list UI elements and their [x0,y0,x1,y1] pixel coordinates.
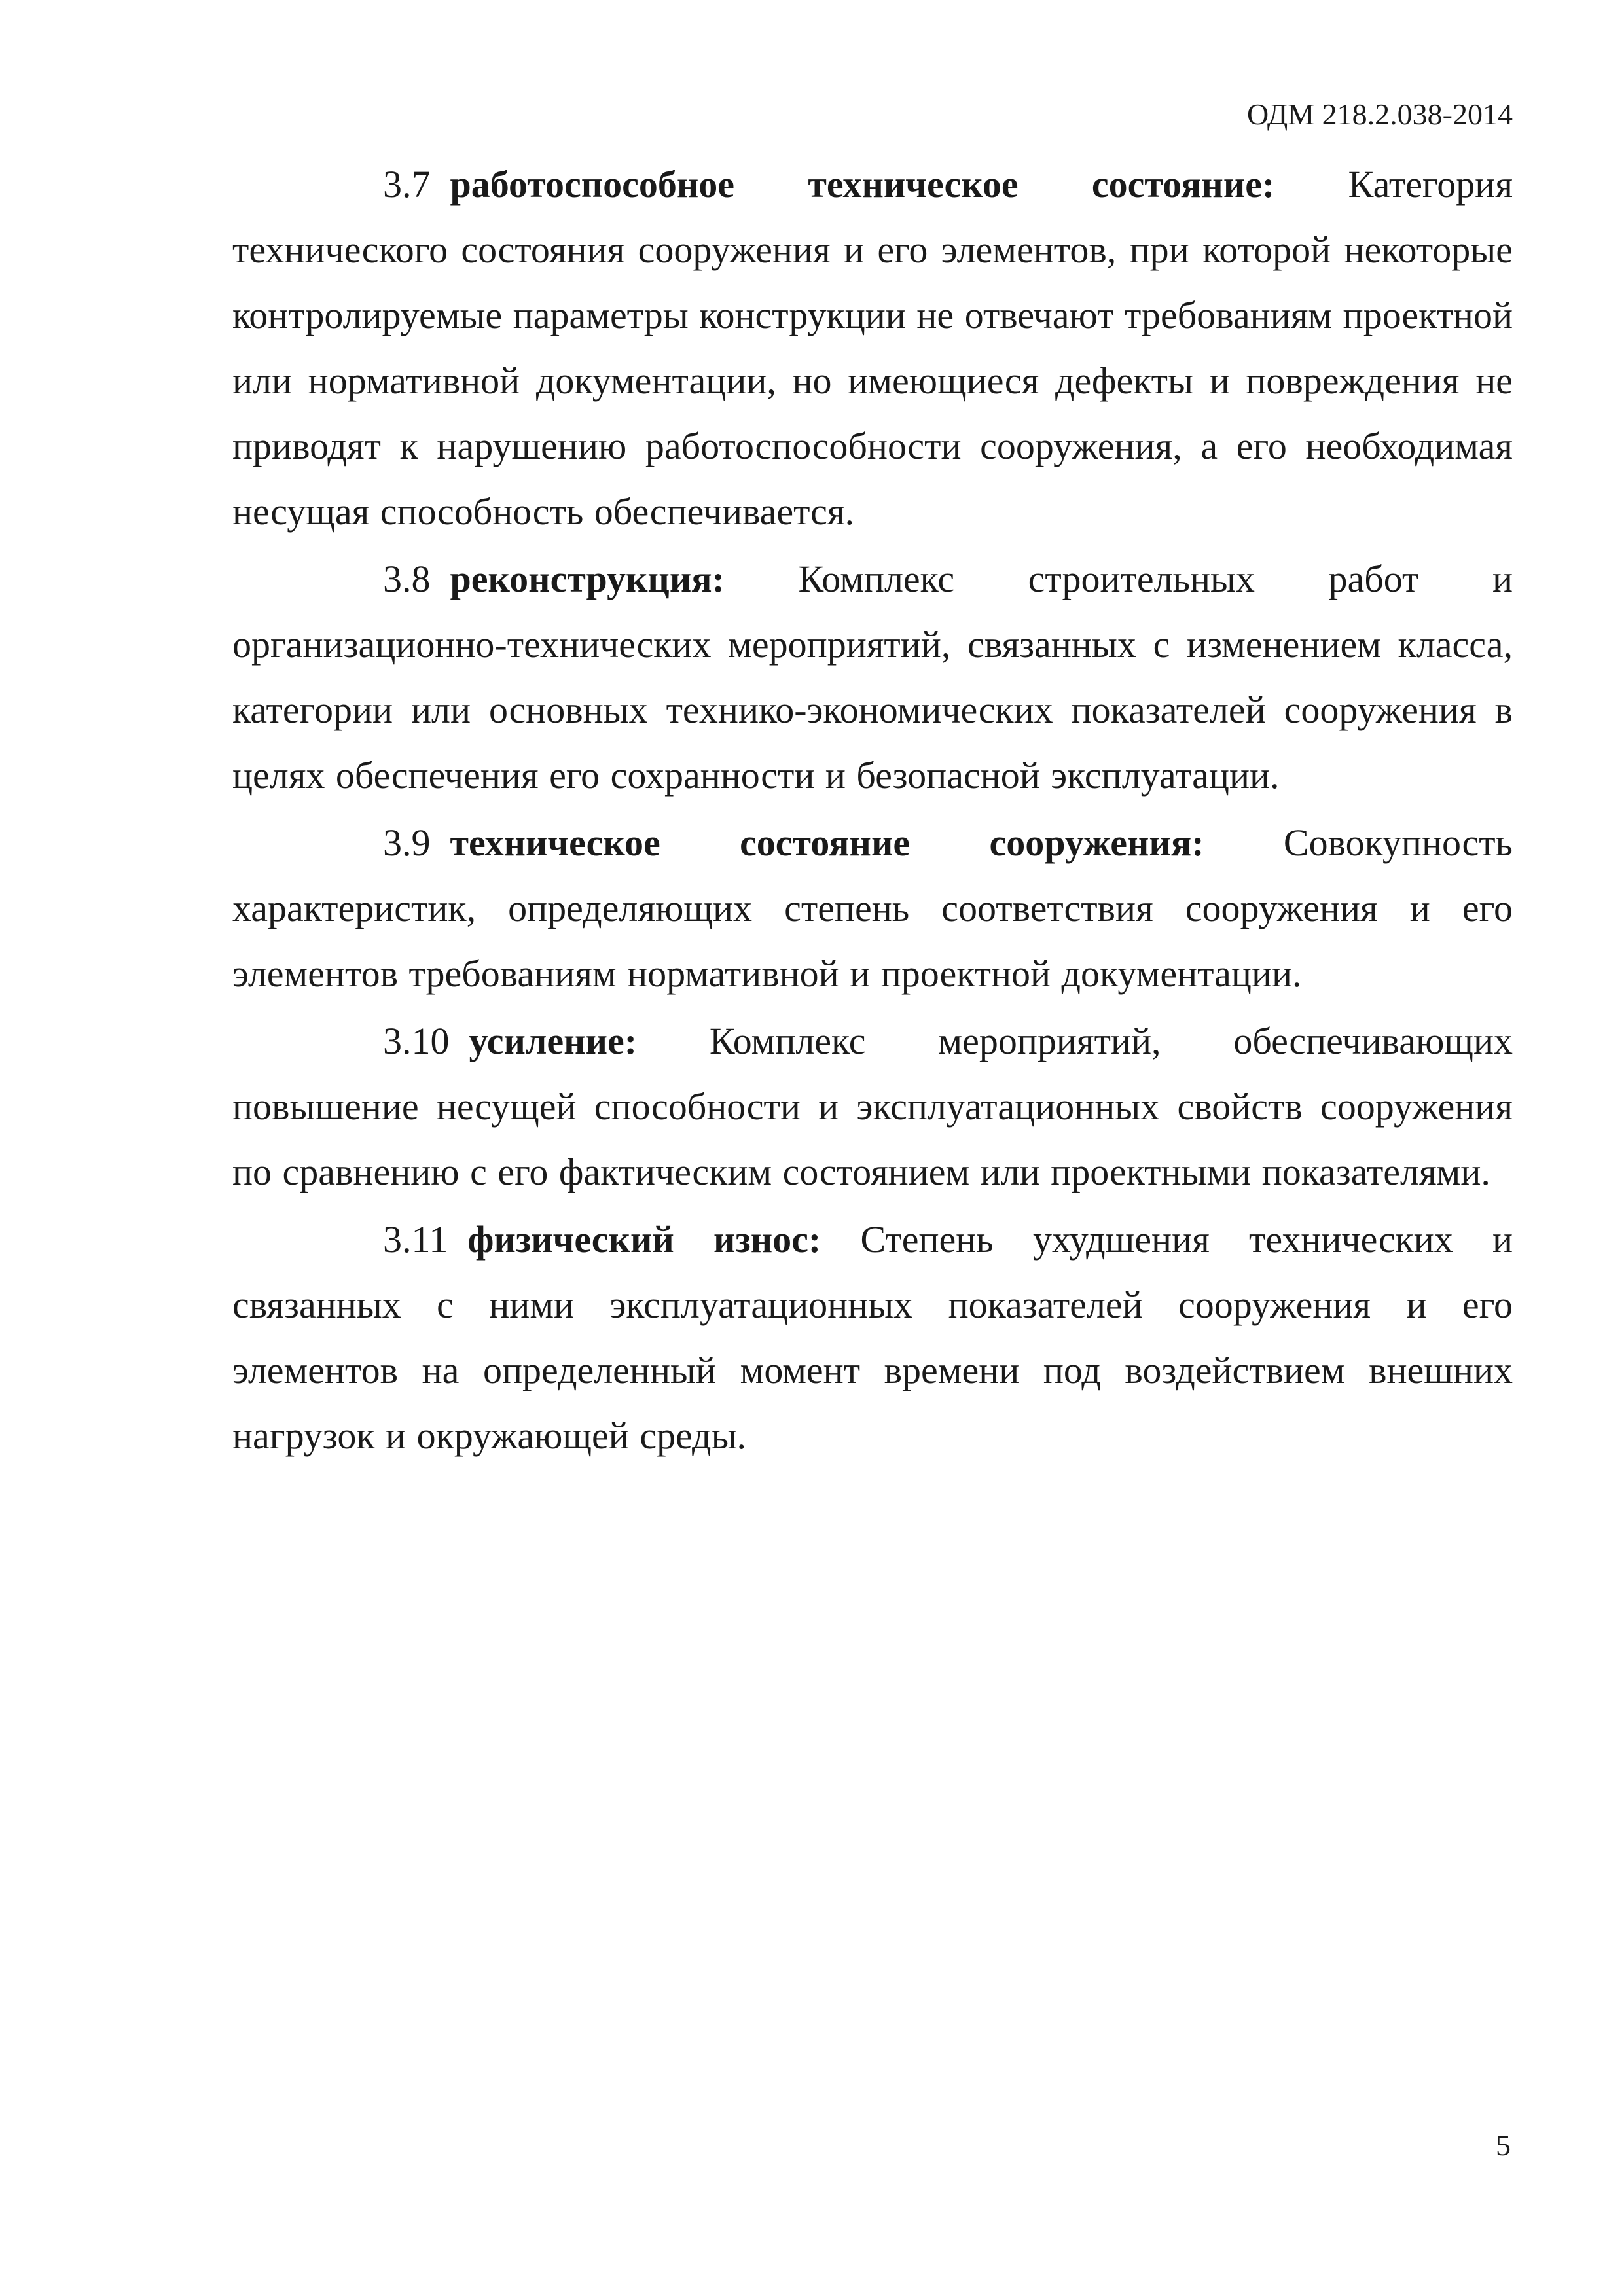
definition-term: физический износ: [467,1218,821,1261]
definition-text: Степень ухудшения технических и связанных с ними эксплуатационных показателей сооружения и его элементов на определенный момент времени под воздействием внешних нагрузок и окружающей среды. [232,1218,1513,1457]
definition-term: реконструкция: [450,558,725,600]
definition-3-7 [232,152,1513,545]
definition-number: 3.11 [383,1218,448,1261]
definition-term: техническое состояние сооружения: [450,821,1204,864]
definition-text: Комплекс строительных работ и организационно-технических мероприятий, связанных с изменением класса, категории или основных технико-экономических показателей сооружения в целях обеспечения его сохранности и безопасной эксплуатации. [232,558,1513,797]
definition-term: работоспособное техническое состояние: [450,163,1275,206]
definition-term: усиление: [469,1020,638,1062]
definition-3-11 [232,1207,1513,1469]
definition-text: Совокупность характеристик, определяющих степень соответствия сооружения и его элементов требованиям нормативной и проектной документации. [232,821,1513,995]
definitions-list [232,152,1513,1471]
definition-number: 3.8 [383,558,431,600]
definition-number: 3.9 [383,821,431,864]
definition-3-8 [232,547,1513,808]
document-code: ОДМ 218.2.038-2014 [1246,98,1513,131]
definition-number: 3.7 [383,163,431,206]
definition-text: Категория технического состояния сооружения и его элементов, при которой некоторые контролируемые параметры конструкции не отвечают требованиям проектной или нормативной документации, но имеющиеся дефекты и повреждения не приводят к нарушению работоспособности сооружения, а его необходимая несущая способность обеспечивается. [232,163,1513,533]
definition-text: Комплекс мероприятий, обеспечивающих повышение несущей способности и эксплуатационных свойств сооружения по сравнению с его фактическим состоянием или проектными показателями. [232,1020,1513,1193]
page-number: 5 [1496,2128,1511,2162]
definition-3-10 [232,1009,1513,1205]
definition-3-9 [232,810,1513,1007]
definition-number: 3.10 [383,1020,450,1062]
